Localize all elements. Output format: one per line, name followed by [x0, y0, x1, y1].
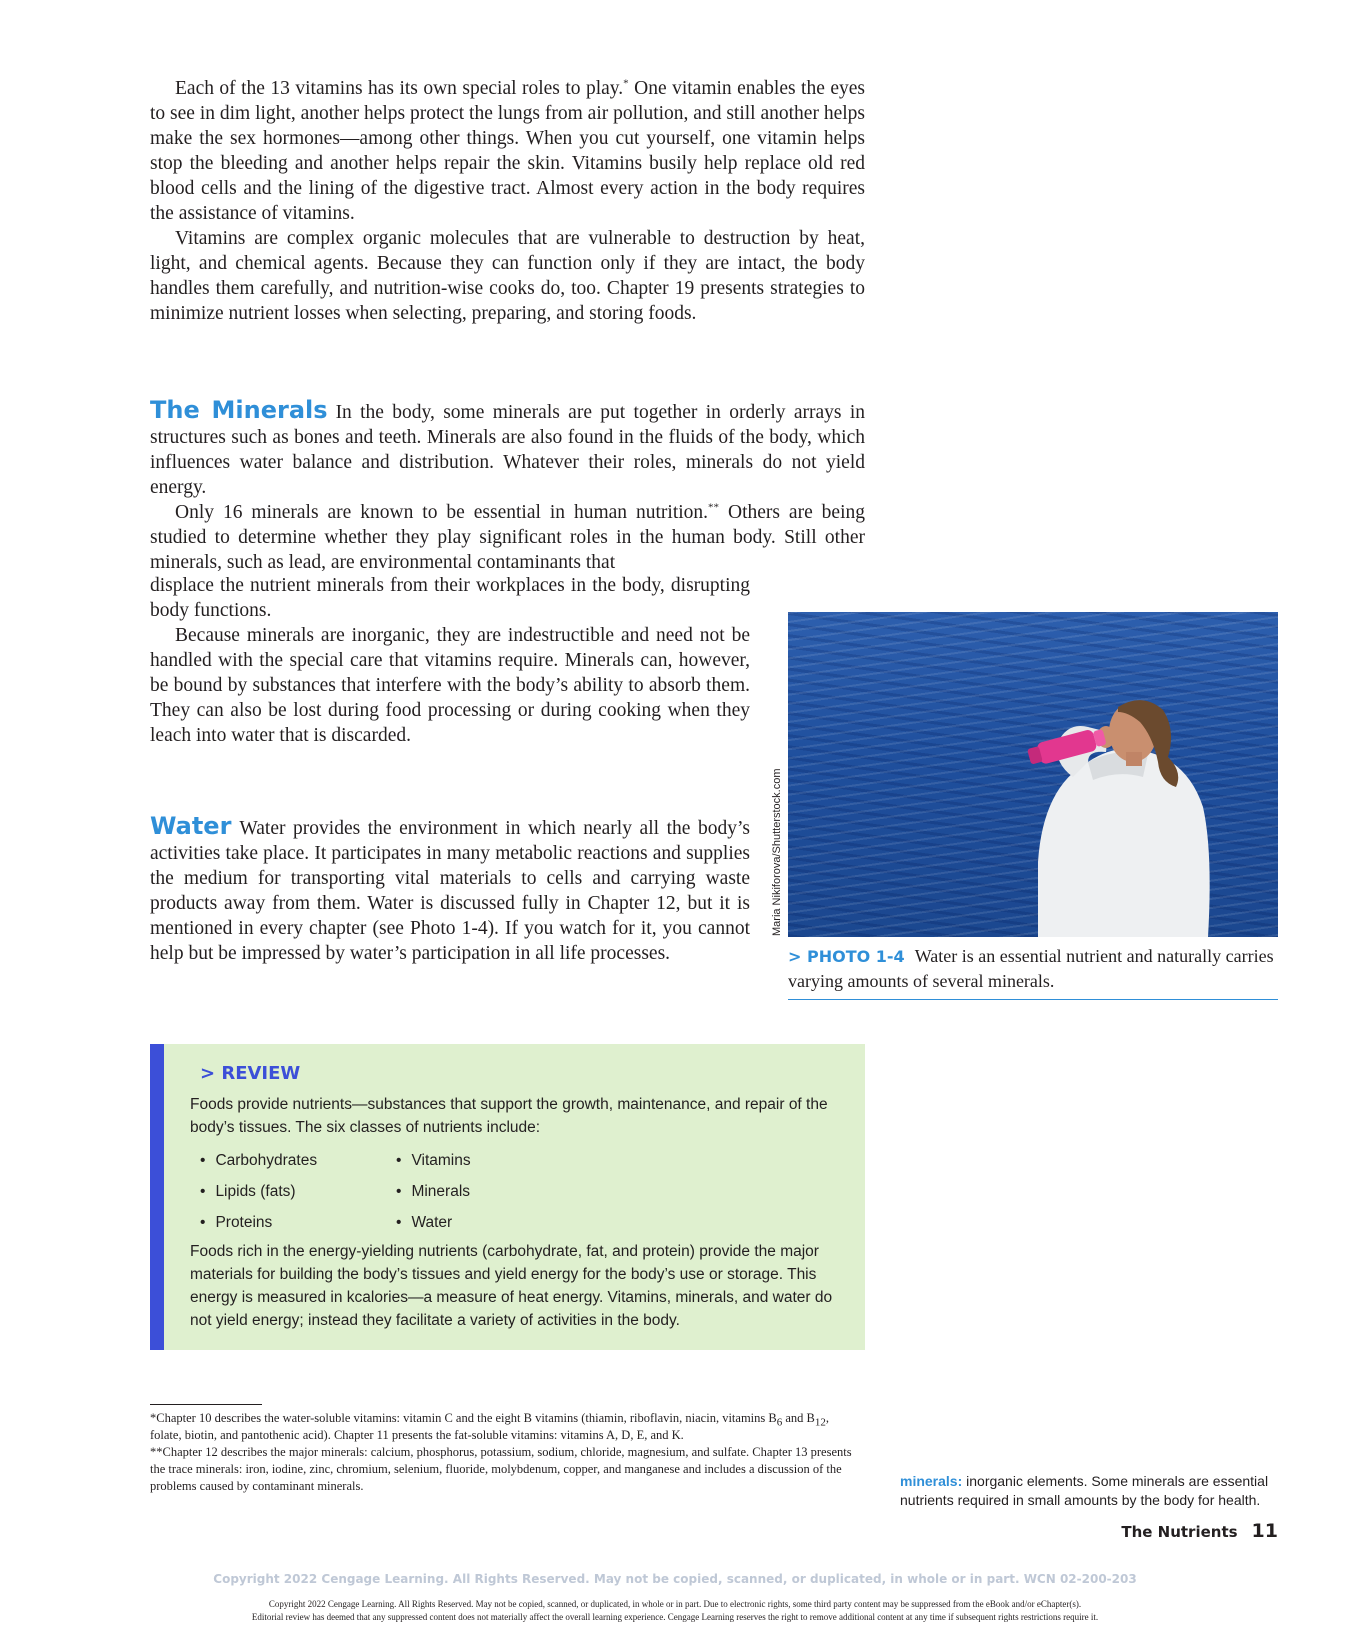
- list-item: • Proteins: [200, 1207, 396, 1238]
- paragraph: The Minerals In the body, some minerals are put together in orderly arrays in structures such as bones and teeth. Minerals are also found in the fluids of the body, which influences water balance and distribution. Whatever their roles, minerals do not yield energy.: [150, 396, 866, 498]
- legal-line-1: Copyright 2022 Cengage Learning. All Rights Reserved. May not be copied, scanned, or duplicated, in whole or in part. Due to electronic rights, some third party content may be suppressed from the eBook and/or eChapter(s).: [268, 1599, 1082, 1609]
- review-box: [150, 1044, 865, 1350]
- photo-caption: [788, 944, 1278, 1000]
- paragraph: Water Water provides the environment in which nearly all the body’s activities take place. It participates in many metabolic reactions and supplies the medium for transporting vital materials to cells and carrying waste products away from them. Water is discussed fully in Chapter 12, but it is mentioned in every chapter (see Photo 1-4). If you watch for it, you cannot help but be impressed by water’s participation in all life processes.: [150, 812, 750, 964]
- photo-woman-drinking-water: [788, 612, 1278, 937]
- paragraph: Vitamins are complex organic molecules that are vulnerable to destruction by heat, light, and chemical agents. Because they can function only if they are intact, the body handles them carefully, and nutrition-wise cooks do, too. Chapter 19 presents strategies to minimize nutrient losses when selecting, preparing, and storing foods.: [150, 228, 865, 324]
- photo-illustration: [788, 612, 1278, 937]
- list-item: • Minerals: [396, 1176, 596, 1207]
- list-item: • Lipids (fats): [200, 1176, 396, 1207]
- footnote-1: *Chapter 10 describes the water-soluble vitamins: vitamin C and the eight B vitamins (thiamin, riboflavin, niacin, vitamins $B_6$ and $B_{12}$, folate, biotin, and pantothenic acid). Chapter 11 presents the fat-soluble vitamins: vitamins A, D, E, and K.: [150, 1411, 829, 1442]
- list-item: • Carbohydrates: [200, 1145, 396, 1176]
- review-title: > REVIEW: [200, 1063, 301, 1084]
- list-item: • Vitamins: [396, 1145, 596, 1176]
- paragraph: Each of the 13 vitamins has its own special roles to play.* One vitamin enables the eyes to see in dim light, another helps protect the lungs from air pollution, and still another helps make the sex hormones—among other things. When you cut yourself, one vitamin helps stop the bleeding and another helps repair the skin. Vitamins busily help replace old red blood cells and the lining of the digestive tract. Almost every action in the body requires the assistance of vitamins.: [150, 77, 865, 224]
- section-heading: Water: [150, 812, 232, 840]
- legal-line-2: Editorial review has deemed that any suppressed content does not materially affect the overall learning experience. Cengage Learning reserves the right to remove additional content at any time if subsequent rights restrictions require it.: [251, 1612, 1099, 1622]
- minerals-section: [150, 398, 865, 575]
- legal-notice: [0, 1598, 1350, 1624]
- review-intro: Foods provide nutrients—substances that support the growth, maintenance, and repair of the body’s tissues. The six classes of nutrients include:: [190, 1096, 828, 1136]
- minerals-section-narrow: [150, 573, 750, 748]
- paragraph: Only 16 minerals are known to be essential in human nutrition.** Others are being studied to determine whether they play significant roles in the human body. Still other minerals, such as lead, are environmental contaminants that: [150, 501, 865, 573]
- running-footer: [1000, 1520, 1278, 1542]
- caption-label: > PHOTO 1-4: [788, 947, 905, 966]
- water-section: [150, 814, 750, 966]
- vitamins-text: [150, 76, 865, 326]
- paragraph: displace the nutrient minerals from their workplaces in the body, disrupting body functions.: [150, 575, 750, 621]
- footnote-2: **Chapter 12 describes the major minerals: calcium, phosphorus, potassium, sodium, chloride, magnesium, and sulfate. Chapter 13 presents the trace minerals: iron, iodine, zinc, chromium, selenium, fluoride, molybdenum, copper, and manganese and includes a discussion of the problems caused by contaminant minerals.: [150, 1445, 852, 1493]
- paragraph: Because minerals are inorganic, they are indestructible and need not be handled with the special care that vitamins require. Minerals can, however, be bound by substances that interfere with the body’s ability to absorb them. They can also be lost during food processing or during cooking when they leach into water that is discarded.: [150, 625, 750, 746]
- footnote-divider: [150, 1404, 262, 1405]
- caption-text: Water is an essential nutrient and naturally carries varying amounts of several minerals.: [788, 946, 1274, 991]
- glossary-term: minerals:: [900, 1473, 963, 1489]
- section-heading: The Minerals: [150, 396, 328, 424]
- list-item: • Water: [396, 1207, 596, 1238]
- footnotes: [150, 1410, 862, 1495]
- glossary-definition: inorganic elements. Some minerals are essential nutrients required in small amounts by the body for health.: [900, 1473, 1269, 1508]
- copyright-watermark: Copyright 2022 Cengage Learning. All Rights Reserved. May not be copied, scanned, or duplicated, in whole or in part. WCN 02-200-203: [213, 1572, 1137, 1586]
- glossary-entry: [900, 1472, 1280, 1510]
- review-summary: Foods rich in the energy-yielding nutrients (carbohydrate, fat, and protein) provide the major materials for building the body’s tissues and yield energy for the body’s use or storage. This energy is measured in kcalories—a measure of heat energy. Vitamins, minerals, and water do not yield energy; instead they facilitate a variety of activities in the body.: [190, 1243, 833, 1329]
- nutrient-list: [200, 1145, 835, 1238]
- photo-credit: Maria Nikiforova/Shutterstock.com: [771, 768, 783, 936]
- running-footer-title: The Nutrients: [1121, 1523, 1238, 1541]
- page-number: 11: [1251, 1520, 1278, 1542]
